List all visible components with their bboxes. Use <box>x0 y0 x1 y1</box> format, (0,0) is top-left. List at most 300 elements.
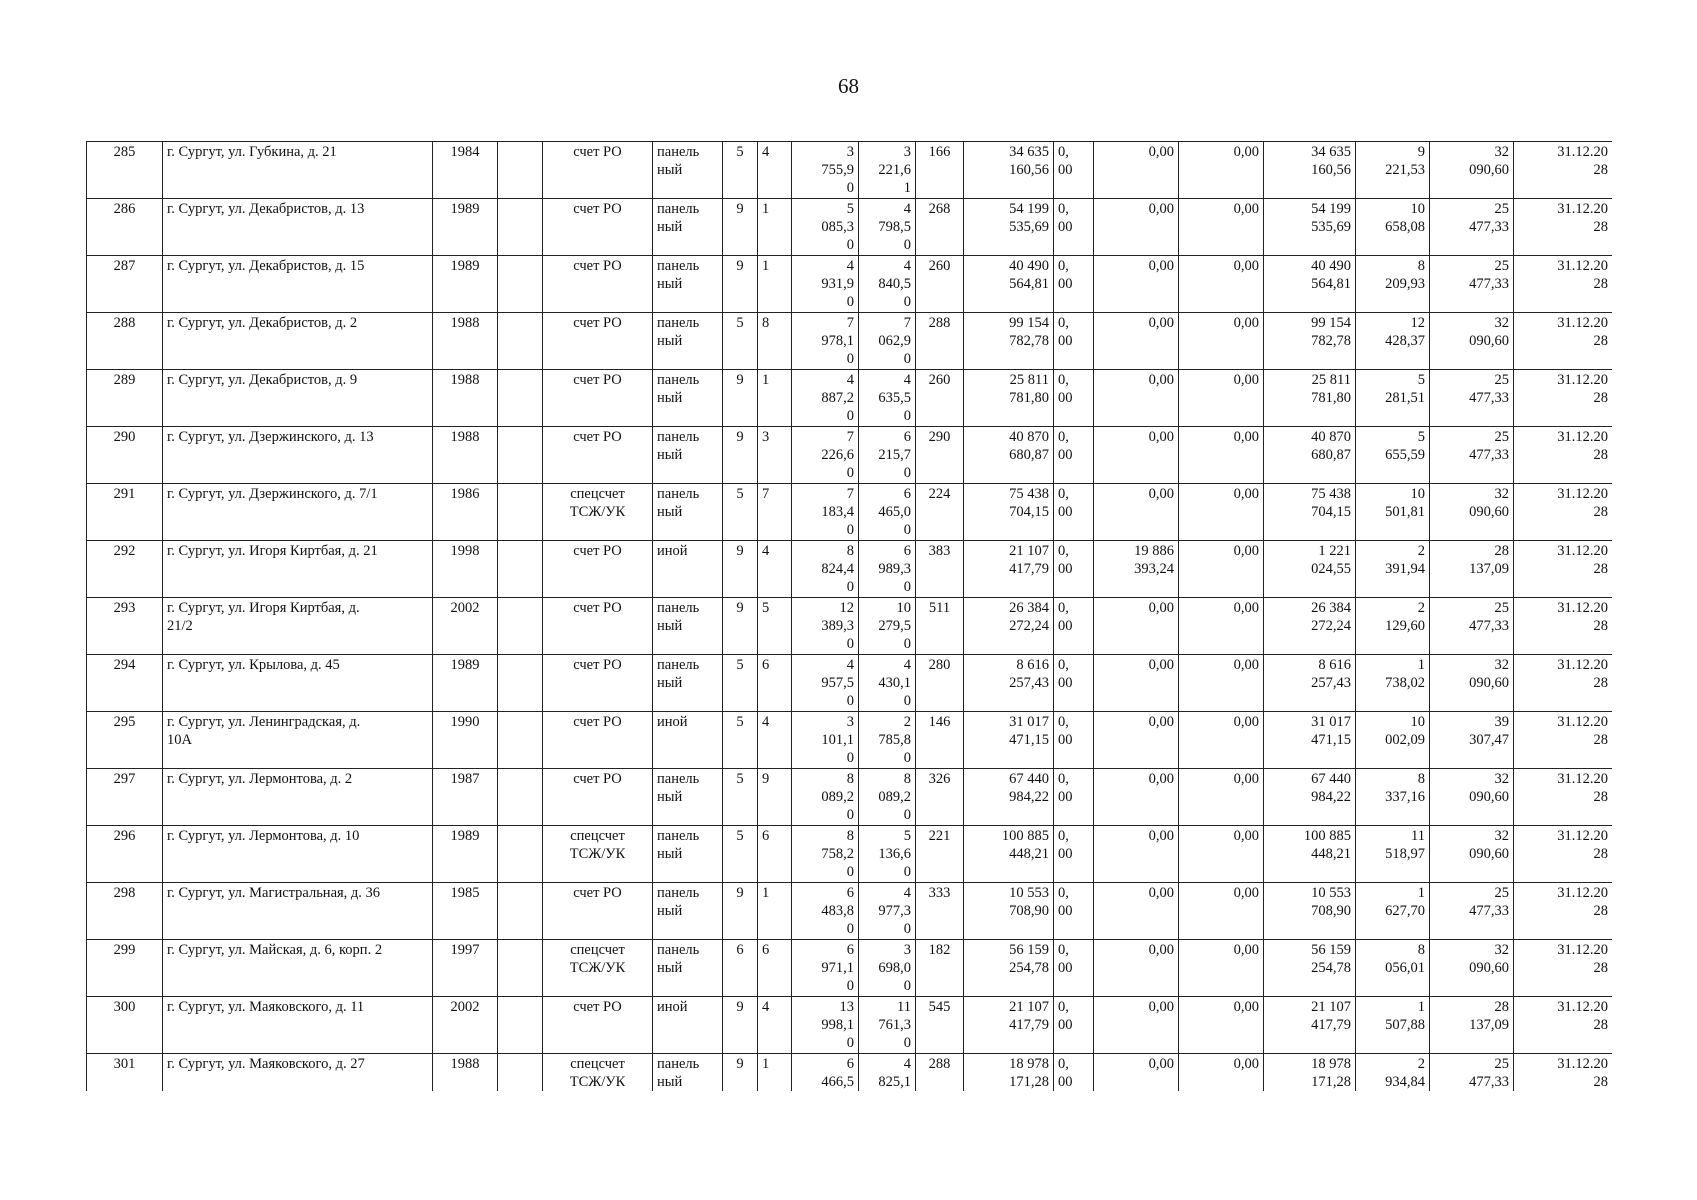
cell-floors: 5 <box>723 484 758 541</box>
table-row <box>87 598 1613 655</box>
cell-balance: 1 221 024,55 <box>1264 541 1356 598</box>
cell-c18: 32 090,60 <box>1430 769 1514 826</box>
cell-total-area: 4 931,9 0 <box>792 256 859 313</box>
cell-total-area: 3 755,9 0 <box>792 142 859 199</box>
cell-entrances: 8 <box>758 313 792 370</box>
cell-c18: 32 090,60 <box>1430 313 1514 370</box>
cell-blank <box>498 142 543 199</box>
cell-wall-type: панель ный <box>653 940 723 997</box>
cell-num: 293 <box>87 598 163 655</box>
cell-wall-type: панель ный <box>653 883 723 940</box>
cell-wall-type: панель ный <box>653 655 723 712</box>
cell-living-area: 11 761,3 0 <box>859 997 916 1054</box>
cell-num: 295 <box>87 712 163 769</box>
table-row <box>87 541 1613 598</box>
cell-account: счет РО <box>543 142 653 199</box>
cell-year: 1989 <box>433 655 498 712</box>
cell-c13: 0, 00 <box>1054 541 1094 598</box>
cell-entrances: 1 <box>758 199 792 256</box>
cell-deadline: 31.12.20 28 <box>1514 256 1613 313</box>
cell-wall-type: иной <box>653 712 723 769</box>
cell-residents: 268 <box>916 199 964 256</box>
cell-floors: 9 <box>723 997 758 1054</box>
cell-living-area: 4 825,1 <box>859 1054 916 1092</box>
cell-c15: 0,00 <box>1179 598 1264 655</box>
cell-residents: 288 <box>916 1054 964 1092</box>
cell-c17: 1 627,70 <box>1356 883 1430 940</box>
cell-residents: 511 <box>916 598 964 655</box>
cell-c13: 0, 00 <box>1054 997 1094 1054</box>
cell-account: спецсчет ТСЖ/УК <box>543 484 653 541</box>
cell-num: 289 <box>87 370 163 427</box>
cell-balance: 67 440 984,22 <box>1264 769 1356 826</box>
cell-c14: 0,00 <box>1094 199 1179 256</box>
cell-entrances: 3 <box>758 427 792 484</box>
cell-deadline: 31.12.20 28 <box>1514 769 1613 826</box>
cell-address: г. Сургут, ул. Лермонтова, д. 2 <box>163 769 433 826</box>
cell-cost-total: 56 159 254,78 <box>964 940 1054 997</box>
cell-cost-total: 67 440 984,22 <box>964 769 1054 826</box>
cell-floors: 9 <box>723 427 758 484</box>
cell-year: 1988 <box>433 1054 498 1092</box>
cell-c18: 25 477,33 <box>1430 1054 1514 1092</box>
table-row <box>87 1054 1613 1092</box>
cell-c18: 25 477,33 <box>1430 427 1514 484</box>
cell-balance: 40 490 564,81 <box>1264 256 1356 313</box>
cell-floors: 9 <box>723 1054 758 1092</box>
cell-total-area: 6 466,5 <box>792 1054 859 1092</box>
cell-c14: 0,00 <box>1094 883 1179 940</box>
cell-entrances: 4 <box>758 541 792 598</box>
page-number: 68 <box>838 74 859 98</box>
cell-floors: 5 <box>723 142 758 199</box>
cell-c15: 0,00 <box>1179 370 1264 427</box>
cell-blank <box>498 598 543 655</box>
cell-address: г. Сургут, ул. Майская, д. 6, корп. 2 <box>163 940 433 997</box>
cell-balance: 10 553 708,90 <box>1264 883 1356 940</box>
cell-deadline: 31.12.20 28 <box>1514 712 1613 769</box>
cell-cost-total: 10 553 708,90 <box>964 883 1054 940</box>
table-row <box>87 940 1613 997</box>
cell-c17: 1 507,88 <box>1356 997 1430 1054</box>
cell-cost-total: 25 811 781,80 <box>964 370 1054 427</box>
cell-cost-total: 40 490 564,81 <box>964 256 1054 313</box>
housing-table-container <box>86 141 1612 1091</box>
cell-num: 294 <box>87 655 163 712</box>
cell-residents: 383 <box>916 541 964 598</box>
cell-c13: 0, 00 <box>1054 199 1094 256</box>
cell-residents: 288 <box>916 313 964 370</box>
cell-account: спецсчет ТСЖ/УК <box>543 826 653 883</box>
cell-c14: 0,00 <box>1094 826 1179 883</box>
cell-entrances: 1 <box>758 256 792 313</box>
cell-blank <box>498 997 543 1054</box>
cell-c15: 0,00 <box>1179 427 1264 484</box>
cell-c17: 10 002,09 <box>1356 712 1430 769</box>
cell-address: г. Сургут, ул. Маяковского, д. 11 <box>163 997 433 1054</box>
cell-wall-type: панель ный <box>653 826 723 883</box>
cell-residents: 326 <box>916 769 964 826</box>
cell-floors: 5 <box>723 769 758 826</box>
cell-total-area: 8 089,2 0 <box>792 769 859 826</box>
cell-total-area: 6 483,8 0 <box>792 883 859 940</box>
cell-living-area: 6 465,0 0 <box>859 484 916 541</box>
cell-c14: 0,00 <box>1094 655 1179 712</box>
cell-entrances: 4 <box>758 142 792 199</box>
cell-living-area: 6 215,7 0 <box>859 427 916 484</box>
cell-account: счет РО <box>543 769 653 826</box>
cell-c17: 5 281,51 <box>1356 370 1430 427</box>
cell-num: 296 <box>87 826 163 883</box>
cell-deadline: 31.12.20 28 <box>1514 655 1613 712</box>
cell-floors: 5 <box>723 655 758 712</box>
cell-account: счет РО <box>543 883 653 940</box>
cell-c14: 0,00 <box>1094 997 1179 1054</box>
cell-blank <box>498 769 543 826</box>
cell-blank <box>498 1054 543 1092</box>
cell-c15: 0,00 <box>1179 541 1264 598</box>
cell-wall-type: панель ный <box>653 142 723 199</box>
cell-blank <box>498 655 543 712</box>
cell-blank <box>498 199 543 256</box>
cell-deadline: 31.12.20 28 <box>1514 199 1613 256</box>
cell-address: г. Сургут, ул. Декабристов, д. 9 <box>163 370 433 427</box>
cell-residents: 333 <box>916 883 964 940</box>
cell-year: 1987 <box>433 769 498 826</box>
cell-c17: 10 658,08 <box>1356 199 1430 256</box>
cell-c13: 0, 00 <box>1054 484 1094 541</box>
cell-deadline: 31.12.20 28 <box>1514 370 1613 427</box>
cell-total-area: 4 887,2 0 <box>792 370 859 427</box>
cell-c18: 25 477,33 <box>1430 256 1514 313</box>
cell-wall-type: панель ный <box>653 256 723 313</box>
cell-cost-total: 99 154 782,78 <box>964 313 1054 370</box>
cell-living-area: 2 785,8 0 <box>859 712 916 769</box>
cell-c18: 28 137,09 <box>1430 541 1514 598</box>
cell-floors: 9 <box>723 370 758 427</box>
cell-c13: 0, 00 <box>1054 826 1094 883</box>
cell-c13: 0, 00 <box>1054 940 1094 997</box>
table-row <box>87 883 1613 940</box>
cell-c18: 28 137,09 <box>1430 997 1514 1054</box>
cell-year: 1988 <box>433 427 498 484</box>
cell-deadline: 31.12.20 28 <box>1514 313 1613 370</box>
cell-living-area: 4 430,1 0 <box>859 655 916 712</box>
cell-entrances: 1 <box>758 883 792 940</box>
cell-balance: 40 870 680,87 <box>1264 427 1356 484</box>
cell-c14: 0,00 <box>1094 427 1179 484</box>
cell-c15: 0,00 <box>1179 484 1264 541</box>
cell-c13: 0, 00 <box>1054 313 1094 370</box>
cell-residents: 146 <box>916 712 964 769</box>
cell-cost-total: 34 635 160,56 <box>964 142 1054 199</box>
cell-deadline: 31.12.20 28 <box>1514 541 1613 598</box>
cell-wall-type: панель ный <box>653 313 723 370</box>
cell-floors: 9 <box>723 541 758 598</box>
cell-address: г. Сургут, ул. Губкина, д. 21 <box>163 142 433 199</box>
cell-cost-total: 8 616 257,43 <box>964 655 1054 712</box>
cell-address: г. Сургут, ул. Декабристов, д. 13 <box>163 199 433 256</box>
cell-living-area: 3 221,6 1 <box>859 142 916 199</box>
cell-c13: 0, 00 <box>1054 256 1094 313</box>
cell-c15: 0,00 <box>1179 712 1264 769</box>
cell-entrances: 4 <box>758 997 792 1054</box>
cell-c15: 0,00 <box>1179 199 1264 256</box>
cell-c13: 0, 00 <box>1054 142 1094 199</box>
cell-balance: 18 978 171,28 <box>1264 1054 1356 1092</box>
cell-deadline: 31.12.20 28 <box>1514 427 1613 484</box>
table-row <box>87 769 1613 826</box>
table-row <box>87 427 1613 484</box>
cell-blank <box>498 940 543 997</box>
cell-cost-total: 21 107 417,79 <box>964 541 1054 598</box>
cell-c18: 32 090,60 <box>1430 655 1514 712</box>
cell-account: счет РО <box>543 313 653 370</box>
cell-year: 1988 <box>433 370 498 427</box>
cell-address: г. Сургут, ул. Декабристов, д. 15 <box>163 256 433 313</box>
cell-blank <box>498 370 543 427</box>
cell-deadline: 31.12.20 28 <box>1514 826 1613 883</box>
cell-c15: 0,00 <box>1179 769 1264 826</box>
cell-wall-type: панель ный <box>653 427 723 484</box>
cell-year: 1989 <box>433 826 498 883</box>
cell-floors: 5 <box>723 826 758 883</box>
cell-total-area: 4 957,5 0 <box>792 655 859 712</box>
cell-num: 292 <box>87 541 163 598</box>
cell-c17: 2 129,60 <box>1356 598 1430 655</box>
cell-num: 297 <box>87 769 163 826</box>
cell-entrances: 1 <box>758 1054 792 1092</box>
cell-wall-type: панель ный <box>653 370 723 427</box>
cell-c17: 8 056,01 <box>1356 940 1430 997</box>
cell-cost-total: 75 438 704,15 <box>964 484 1054 541</box>
table-row <box>87 655 1613 712</box>
cell-c15: 0,00 <box>1179 313 1264 370</box>
cell-total-area: 7 226,6 0 <box>792 427 859 484</box>
cell-total-area: 3 101,1 0 <box>792 712 859 769</box>
cell-entrances: 5 <box>758 598 792 655</box>
cell-c14: 0,00 <box>1094 598 1179 655</box>
cell-c17: 8 337,16 <box>1356 769 1430 826</box>
cell-floors: 9 <box>723 598 758 655</box>
cell-c13: 0, 00 <box>1054 883 1094 940</box>
cell-account: счет РО <box>543 655 653 712</box>
cell-residents: 221 <box>916 826 964 883</box>
cell-account: счет РО <box>543 256 653 313</box>
cell-c14: 19 886 393,24 <box>1094 541 1179 598</box>
cell-c13: 0, 00 <box>1054 769 1094 826</box>
table-row <box>87 997 1613 1054</box>
cell-year: 1989 <box>433 199 498 256</box>
cell-blank <box>498 427 543 484</box>
cell-residents: 166 <box>916 142 964 199</box>
cell-c14: 0,00 <box>1094 712 1179 769</box>
cell-address: г. Сургут, ул. Дзержинского, д. 7/1 <box>163 484 433 541</box>
cell-residents: 260 <box>916 256 964 313</box>
cell-living-area: 10 279,5 0 <box>859 598 916 655</box>
cell-num: 286 <box>87 199 163 256</box>
cell-balance: 34 635 160,56 <box>1264 142 1356 199</box>
cell-total-area: 6 971,1 0 <box>792 940 859 997</box>
cell-c17: 5 655,59 <box>1356 427 1430 484</box>
cell-c15: 0,00 <box>1179 883 1264 940</box>
cell-cost-total: 100 885 448,21 <box>964 826 1054 883</box>
cell-wall-type: панель ный <box>653 1054 723 1092</box>
cell-num: 298 <box>87 883 163 940</box>
cell-address: г. Сургут, ул. Декабристов, д. 2 <box>163 313 433 370</box>
cell-c17: 1 738,02 <box>1356 655 1430 712</box>
cell-floors: 9 <box>723 256 758 313</box>
cell-c18: 25 477,33 <box>1430 883 1514 940</box>
cell-residents: 182 <box>916 940 964 997</box>
cell-c13: 0, 00 <box>1054 712 1094 769</box>
cell-c17: 8 209,93 <box>1356 256 1430 313</box>
cell-account: счет РО <box>543 427 653 484</box>
cell-year: 1997 <box>433 940 498 997</box>
cell-c18: 32 090,60 <box>1430 826 1514 883</box>
cell-year: 2002 <box>433 997 498 1054</box>
cell-address: г. Сургут, ул. Лермонтова, д. 10 <box>163 826 433 883</box>
cell-account: счет РО <box>543 997 653 1054</box>
cell-residents: 545 <box>916 997 964 1054</box>
cell-floors: 6 <box>723 940 758 997</box>
cell-total-area: 7 183,4 0 <box>792 484 859 541</box>
cell-living-area: 4 977,3 0 <box>859 883 916 940</box>
cell-num: 301 <box>87 1054 163 1092</box>
table-row <box>87 313 1613 370</box>
cell-address: г. Сургут, ул. Игоря Киртбая, д. 21 <box>163 541 433 598</box>
cell-blank <box>498 883 543 940</box>
cell-c14: 0,00 <box>1094 370 1179 427</box>
cell-entrances: 7 <box>758 484 792 541</box>
cell-floors: 9 <box>723 199 758 256</box>
cell-num: 287 <box>87 256 163 313</box>
cell-c18: 32 090,60 <box>1430 142 1514 199</box>
cell-deadline: 31.12.20 28 <box>1514 940 1613 997</box>
cell-account: счет РО <box>543 598 653 655</box>
cell-c15: 0,00 <box>1179 142 1264 199</box>
cell-residents: 290 <box>916 427 964 484</box>
cell-c17: 12 428,37 <box>1356 313 1430 370</box>
housing-table <box>86 141 1612 1091</box>
cell-cost-total: 54 199 535,69 <box>964 199 1054 256</box>
cell-year: 1989 <box>433 256 498 313</box>
cell-cost-total: 40 870 680,87 <box>964 427 1054 484</box>
cell-cost-total: 31 017 471,15 <box>964 712 1054 769</box>
cell-deadline: 31.12.20 28 <box>1514 1054 1613 1092</box>
cell-num: 300 <box>87 997 163 1054</box>
cell-account: спецсчет ТСЖ/УК <box>543 940 653 997</box>
cell-deadline: 31.12.20 28 <box>1514 484 1613 541</box>
cell-residents: 224 <box>916 484 964 541</box>
cell-total-area: 5 085,3 0 <box>792 199 859 256</box>
cell-address: г. Сургут, ул. Ленинградская, д. 10А <box>163 712 433 769</box>
cell-num: 290 <box>87 427 163 484</box>
cell-num: 291 <box>87 484 163 541</box>
cell-c13: 0, 00 <box>1054 598 1094 655</box>
cell-c15: 0,00 <box>1179 826 1264 883</box>
cell-floors: 5 <box>723 712 758 769</box>
cell-c18: 25 477,33 <box>1430 370 1514 427</box>
cell-living-area: 7 062,9 0 <box>859 313 916 370</box>
table-row <box>87 484 1613 541</box>
cell-blank <box>498 712 543 769</box>
cell-wall-type: панель ный <box>653 769 723 826</box>
cell-wall-type: иной <box>653 997 723 1054</box>
cell-c18: 39 307,47 <box>1430 712 1514 769</box>
cell-total-area: 13 998,1 0 <box>792 997 859 1054</box>
cell-floors: 5 <box>723 313 758 370</box>
cell-total-area: 7 978,1 0 <box>792 313 859 370</box>
cell-balance: 100 885 448,21 <box>1264 826 1356 883</box>
cell-wall-type: панель ный <box>653 484 723 541</box>
cell-account: счет РО <box>543 541 653 598</box>
cell-living-area: 4 635,5 0 <box>859 370 916 427</box>
cell-residents: 260 <box>916 370 964 427</box>
cell-balance: 99 154 782,78 <box>1264 313 1356 370</box>
cell-total-area: 8 758,2 0 <box>792 826 859 883</box>
cell-blank <box>498 484 543 541</box>
cell-c18: 25 477,33 <box>1430 598 1514 655</box>
cell-c14: 0,00 <box>1094 142 1179 199</box>
cell-year: 1984 <box>433 142 498 199</box>
table-body <box>87 142 1613 1092</box>
cell-num: 299 <box>87 940 163 997</box>
cell-balance: 21 107 417,79 <box>1264 997 1356 1054</box>
cell-year: 1986 <box>433 484 498 541</box>
cell-account: счет РО <box>543 199 653 256</box>
cell-blank <box>498 313 543 370</box>
cell-year: 1985 <box>433 883 498 940</box>
cell-c14: 0,00 <box>1094 484 1179 541</box>
cell-c14: 0,00 <box>1094 940 1179 997</box>
cell-address: г. Сургут, ул. Крылова, д. 45 <box>163 655 433 712</box>
cell-balance: 26 384 272,24 <box>1264 598 1356 655</box>
cell-living-area: 3 698,0 0 <box>859 940 916 997</box>
cell-wall-type: панель ный <box>653 199 723 256</box>
cell-balance: 31 017 471,15 <box>1264 712 1356 769</box>
cell-address: г. Сургут, ул. Дзержинского, д. 13 <box>163 427 433 484</box>
cell-blank <box>498 256 543 313</box>
cell-living-area: 5 136,6 0 <box>859 826 916 883</box>
cell-floors: 9 <box>723 883 758 940</box>
cell-account: счет РО <box>543 370 653 427</box>
cell-year: 2002 <box>433 598 498 655</box>
table-row <box>87 712 1613 769</box>
cell-total-area: 12 389,3 0 <box>792 598 859 655</box>
cell-living-area: 6 989,3 0 <box>859 541 916 598</box>
table-row <box>87 199 1613 256</box>
cell-c13: 0, 00 <box>1054 427 1094 484</box>
cell-deadline: 31.12.20 28 <box>1514 883 1613 940</box>
cell-cost-total: 26 384 272,24 <box>964 598 1054 655</box>
cell-c13: 0, 00 <box>1054 1054 1094 1092</box>
cell-total-area: 8 824,4 0 <box>792 541 859 598</box>
cell-wall-type: панель ный <box>653 598 723 655</box>
cell-account: спецсчет ТСЖ/УК <box>543 1054 653 1092</box>
cell-c17: 2 391,94 <box>1356 541 1430 598</box>
table-row <box>87 142 1613 199</box>
cell-c13: 0, 00 <box>1054 370 1094 427</box>
cell-address: г. Сургут, ул. Игоря Киртбая, д. 21/2 <box>163 598 433 655</box>
cell-year: 1988 <box>433 313 498 370</box>
cell-balance: 56 159 254,78 <box>1264 940 1356 997</box>
cell-address: г. Сургут, ул. Маяковского, д. 27 <box>163 1054 433 1092</box>
cell-c13: 0, 00 <box>1054 655 1094 712</box>
cell-entrances: 6 <box>758 655 792 712</box>
cell-cost-total: 18 978 171,28 <box>964 1054 1054 1092</box>
cell-c17: 2 934,84 <box>1356 1054 1430 1092</box>
